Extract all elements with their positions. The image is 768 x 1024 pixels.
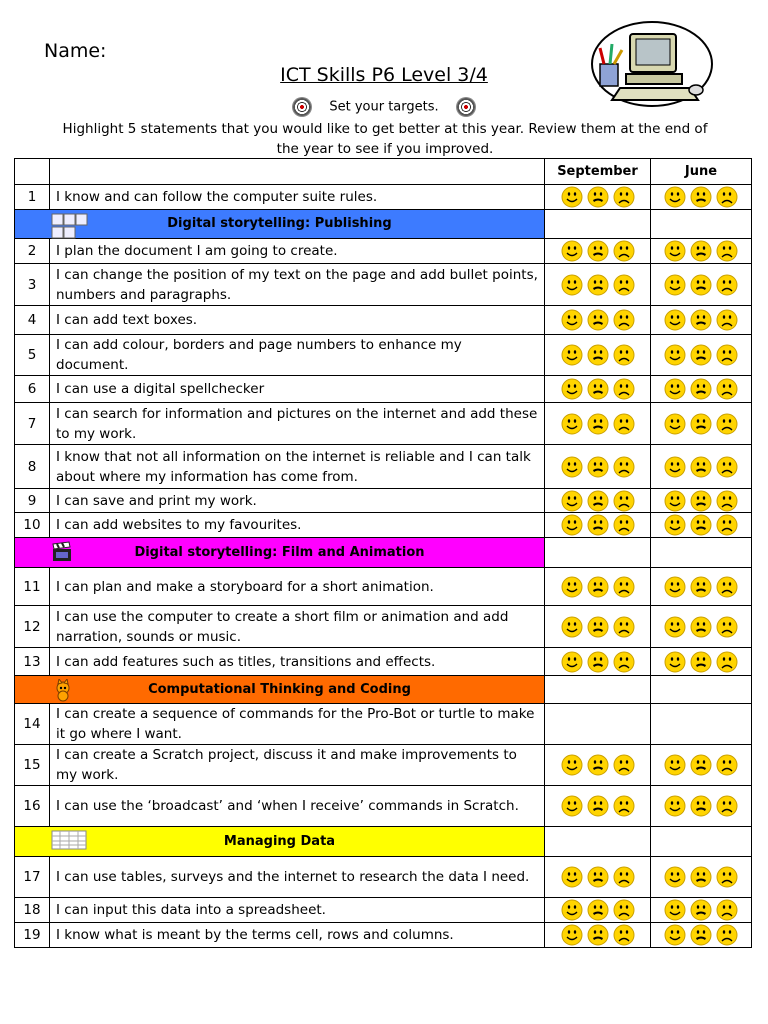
- sad-face-icon: [716, 616, 738, 638]
- june-rating[interactable]: [651, 568, 752, 606]
- september-rating[interactable]: [545, 445, 651, 489]
- september-rating[interactable]: [545, 898, 651, 923]
- row-number: 8: [15, 445, 50, 489]
- neutral-face-icon: [587, 754, 609, 776]
- sad-face-icon: [716, 795, 738, 817]
- happy-face-icon: [664, 795, 686, 817]
- happy-face-icon: [561, 186, 583, 208]
- happy-face-icon: [561, 378, 583, 400]
- happy-face-icon: [561, 616, 583, 638]
- june-rating[interactable]: [651, 403, 752, 445]
- june-rating[interactable]: [651, 335, 752, 376]
- num-header-cell: [15, 159, 50, 185]
- happy-face-icon: [561, 576, 583, 598]
- sad-face-icon: [613, 514, 635, 536]
- row-number: 5: [15, 335, 50, 376]
- section-title-cell: [15, 676, 545, 704]
- september-rating[interactable]: [545, 376, 651, 403]
- section-june-cell: [651, 538, 752, 568]
- happy-face-icon: [664, 651, 686, 673]
- neutral-face-icon: [587, 576, 609, 598]
- neutral-face-icon: [690, 651, 712, 673]
- september-rating[interactable]: [545, 513, 651, 538]
- page-title: ICT Skills P6 Level 3/4: [280, 64, 488, 86]
- section-title-cell: [15, 538, 545, 568]
- september-rating[interactable]: [545, 704, 651, 745]
- september-rating[interactable]: [545, 403, 651, 445]
- sad-face-icon: [716, 490, 738, 512]
- neutral-face-icon: [690, 795, 712, 817]
- statement-text[interactable]: I can add colour, borders and page numbers to enhance my document.: [50, 335, 545, 376]
- happy-face-icon: [561, 240, 583, 262]
- happy-face-icon: [664, 456, 686, 478]
- happy-face-icon: [664, 274, 686, 296]
- sad-face-icon: [613, 576, 635, 598]
- september-rating[interactable]: [545, 648, 651, 676]
- sad-face-icon: [613, 309, 635, 331]
- statement-row: [15, 606, 752, 648]
- sad-face-icon: [613, 490, 635, 512]
- happy-face-icon: [664, 576, 686, 598]
- sad-face-icon: [716, 866, 738, 888]
- section-september-cell: [545, 538, 651, 568]
- statement-row: [15, 923, 752, 948]
- section-title-cell: [15, 210, 545, 239]
- statement-text[interactable]: I plan the document I am going to create.: [50, 239, 545, 264]
- sad-face-icon: [613, 754, 635, 776]
- happy-face-icon: [664, 754, 686, 776]
- neutral-face-icon: [587, 795, 609, 817]
- sad-face-icon: [613, 616, 635, 638]
- section-june-cell: [651, 827, 752, 857]
- statement-row: [15, 568, 752, 606]
- row-number: 17: [15, 857, 50, 898]
- neutral-face-icon: [587, 924, 609, 946]
- sad-face-icon: [613, 413, 635, 435]
- june-rating[interactable]: [651, 745, 752, 786]
- scratch-cat-icon: [51, 679, 75, 703]
- sad-face-icon: [716, 899, 738, 921]
- section-september-cell: [545, 676, 651, 704]
- happy-face-icon: [561, 924, 583, 946]
- september-rating[interactable]: [545, 786, 651, 827]
- neutral-face-icon: [587, 378, 609, 400]
- statement-text[interactable]: I can use a digital spellchecker: [50, 376, 545, 403]
- statement-row: [15, 745, 752, 786]
- statement-row: [15, 648, 752, 676]
- target-icon: [293, 98, 311, 116]
- targets-text: Set your targets.: [329, 99, 439, 115]
- september-rating[interactable]: [545, 745, 651, 786]
- section-title: Digital storytelling: Publishing: [167, 216, 392, 231]
- sad-face-icon: [613, 651, 635, 673]
- statement-text[interactable]: I can create a Scratch project, discuss it and make improvements to my work.: [50, 745, 545, 786]
- june-rating[interactable]: [651, 185, 752, 210]
- statement-text[interactable]: I know what is meant by the terms cell, rows and columns.: [50, 923, 545, 948]
- june-rating[interactable]: [651, 648, 752, 676]
- neutral-face-icon: [587, 899, 609, 921]
- sad-face-icon: [716, 514, 738, 536]
- neutral-face-icon: [690, 456, 712, 478]
- sad-face-icon: [716, 186, 738, 208]
- june-rating[interactable]: [651, 489, 752, 513]
- header-row: [15, 159, 752, 185]
- row-number: 6: [15, 376, 50, 403]
- sad-face-icon: [716, 344, 738, 366]
- happy-face-icon: [664, 186, 686, 208]
- sad-face-icon: [716, 309, 738, 331]
- happy-face-icon: [664, 413, 686, 435]
- section-row: [15, 538, 752, 568]
- section-row: [15, 827, 752, 857]
- section-june-cell: [651, 210, 752, 239]
- happy-face-icon: [664, 866, 686, 888]
- neutral-face-icon: [587, 413, 609, 435]
- row-number: 18: [15, 898, 50, 923]
- happy-face-icon: [664, 309, 686, 331]
- statement-row: [15, 264, 752, 306]
- happy-face-icon: [664, 378, 686, 400]
- section-title: Digital storytelling: Film and Animation: [134, 544, 425, 560]
- row-number: 4: [15, 306, 50, 335]
- happy-face-icon: [561, 754, 583, 776]
- happy-face-icon: [664, 899, 686, 921]
- neutral-face-icon: [690, 514, 712, 536]
- september-rating[interactable]: [545, 568, 651, 606]
- june-rating[interactable]: [651, 606, 752, 648]
- neutral-face-icon: [690, 924, 712, 946]
- neutral-face-icon: [690, 309, 712, 331]
- row-number: 13: [15, 648, 50, 676]
- publishing-icon: [51, 213, 89, 241]
- june-rating[interactable]: [651, 513, 752, 538]
- neutral-face-icon: [690, 616, 712, 638]
- statement-row: [15, 898, 752, 923]
- happy-face-icon: [664, 924, 686, 946]
- neutral-face-icon: [587, 651, 609, 673]
- september-header: September: [545, 159, 651, 185]
- clapperboard-icon: [51, 541, 73, 563]
- statement-text[interactable]: I can change the position of my text on the page and add bullet points, numbers and paragraphs.: [50, 264, 545, 306]
- neutral-face-icon: [690, 576, 712, 598]
- row-number: 9: [15, 489, 50, 513]
- instructions-text: Highlight 5 statements that you would like to get better at this year. Review them at the end of the year to see if you improved.: [62, 121, 708, 157]
- statement-text[interactable]: I know and can follow the computer suite rules.: [50, 185, 545, 210]
- september-rating[interactable]: [545, 857, 651, 898]
- september-rating[interactable]: [545, 923, 651, 948]
- row-number: 2: [15, 239, 50, 264]
- sad-face-icon: [613, 344, 635, 366]
- happy-face-icon: [664, 344, 686, 366]
- sad-face-icon: [716, 924, 738, 946]
- happy-face-icon: [561, 866, 583, 888]
- statement-text[interactable]: I can use the computer to create a short film or animation and add narration, sounds or music.: [50, 606, 545, 648]
- sad-face-icon: [613, 924, 635, 946]
- neutral-face-icon: [587, 240, 609, 262]
- june-rating[interactable]: [651, 857, 752, 898]
- happy-face-icon: [561, 490, 583, 512]
- june-header: June: [651, 159, 752, 185]
- sad-face-icon: [613, 240, 635, 262]
- happy-face-icon: [664, 490, 686, 512]
- june-rating[interactable]: [651, 923, 752, 948]
- section-row: [15, 676, 752, 704]
- section-row: [15, 210, 752, 239]
- spreadsheet-icon: [51, 830, 87, 850]
- sad-face-icon: [613, 866, 635, 888]
- statement-row: [15, 786, 752, 827]
- statement-row: [15, 403, 752, 445]
- section-title-cell: [15, 827, 545, 857]
- happy-face-icon: [561, 651, 583, 673]
- row-number: 14: [15, 704, 50, 745]
- skills-table: [14, 158, 752, 948]
- happy-face-icon: [561, 795, 583, 817]
- statement-row: [15, 185, 752, 210]
- row-number: 7: [15, 403, 50, 445]
- row-number: 19: [15, 923, 50, 948]
- june-rating[interactable]: [651, 898, 752, 923]
- neutral-face-icon: [690, 240, 712, 262]
- june-rating[interactable]: [651, 704, 752, 745]
- section-title: Computational Thinking and Coding: [148, 681, 411, 697]
- statement-text[interactable]: I can use the ‘broadcast’ and ‘when I receive’ commands in Scratch.: [50, 786, 545, 827]
- happy-face-icon: [561, 274, 583, 296]
- sad-face-icon: [613, 456, 635, 478]
- row-number: 15: [15, 745, 50, 786]
- september-rating[interactable]: [545, 335, 651, 376]
- sad-face-icon: [716, 413, 738, 435]
- happy-face-icon: [664, 240, 686, 262]
- row-number: 3: [15, 264, 50, 306]
- sad-face-icon: [613, 899, 635, 921]
- statement-text[interactable]: I can add features such as titles, transitions and effects.: [50, 648, 545, 676]
- target-icon: [457, 98, 475, 116]
- happy-face-icon: [561, 309, 583, 331]
- sad-face-icon: [716, 754, 738, 776]
- section-title: Managing Data: [223, 833, 336, 849]
- happy-face-icon: [664, 514, 686, 536]
- sad-face-icon: [613, 378, 635, 400]
- statement-row: [15, 306, 752, 335]
- neutral-face-icon: [690, 186, 712, 208]
- sad-face-icon: [613, 274, 635, 296]
- neutral-face-icon: [587, 456, 609, 478]
- june-rating[interactable]: [651, 445, 752, 489]
- september-rating[interactable]: [545, 239, 651, 264]
- statement-text[interactable]: I can save and print my work.: [50, 489, 545, 513]
- statement-text[interactable]: I can use tables, surveys and the internet to research the data I need.: [50, 857, 545, 898]
- neutral-face-icon: [690, 274, 712, 296]
- statement-text[interactable]: I can create a sequence of commands for the Pro-Bot or turtle to make it go where I want.: [50, 704, 545, 745]
- september-rating[interactable]: [545, 606, 651, 648]
- happy-face-icon: [561, 456, 583, 478]
- happy-face-icon: [561, 514, 583, 536]
- june-rating[interactable]: [651, 264, 752, 306]
- section-september-cell: [545, 210, 651, 239]
- neutral-face-icon: [587, 490, 609, 512]
- row-number: 1: [15, 185, 50, 210]
- neutral-face-icon: [690, 413, 712, 435]
- neutral-face-icon: [587, 309, 609, 331]
- statement-row: [15, 239, 752, 264]
- happy-face-icon: [561, 413, 583, 435]
- row-number: 12: [15, 606, 50, 648]
- statement-row: [15, 335, 752, 376]
- statement-row: [15, 445, 752, 489]
- sad-face-icon: [613, 795, 635, 817]
- neutral-face-icon: [690, 866, 712, 888]
- happy-face-icon: [561, 344, 583, 366]
- statement-header-cell: [50, 159, 545, 185]
- neutral-face-icon: [690, 344, 712, 366]
- statement-row: [15, 513, 752, 538]
- sad-face-icon: [716, 378, 738, 400]
- september-rating[interactable]: [545, 489, 651, 513]
- september-rating[interactable]: [545, 264, 651, 306]
- june-rating[interactable]: [651, 239, 752, 264]
- neutral-face-icon: [690, 754, 712, 776]
- row-number: 16: [15, 786, 50, 827]
- computer-clipart-icon: [586, 20, 714, 112]
- statement-text[interactable]: I can plan and make a storyboard for a short animation.: [50, 568, 545, 606]
- neutral-face-icon: [690, 899, 712, 921]
- neutral-face-icon: [587, 514, 609, 536]
- september-rating[interactable]: [545, 185, 651, 210]
- statement-text[interactable]: I know that not all information on the internet is reliable and I can talk about where my information has come from.: [50, 445, 545, 489]
- sad-face-icon: [613, 186, 635, 208]
- neutral-face-icon: [690, 490, 712, 512]
- statement-row: [15, 489, 752, 513]
- september-rating[interactable]: [545, 306, 651, 335]
- neutral-face-icon: [587, 866, 609, 888]
- row-number: 11: [15, 568, 50, 606]
- name-label: Name:: [44, 40, 107, 62]
- happy-face-icon: [561, 899, 583, 921]
- row-number: 10: [15, 513, 50, 538]
- section-september-cell: [545, 827, 651, 857]
- neutral-face-icon: [587, 186, 609, 208]
- neutral-face-icon: [690, 378, 712, 400]
- sad-face-icon: [716, 274, 738, 296]
- statement-text[interactable]: I can search for information and pictures on the internet and add these to my work.: [50, 403, 545, 445]
- statement-row: [15, 704, 752, 745]
- sad-face-icon: [716, 456, 738, 478]
- sad-face-icon: [716, 240, 738, 262]
- statement-row: [15, 857, 752, 898]
- statement-text[interactable]: I can input this data into a spreadsheet.: [50, 898, 545, 923]
- happy-face-icon: [664, 616, 686, 638]
- neutral-face-icon: [587, 616, 609, 638]
- statement-text[interactable]: I can add websites to my favourites.: [50, 513, 545, 538]
- june-rating[interactable]: [651, 306, 752, 335]
- june-rating[interactable]: [651, 786, 752, 827]
- sad-face-icon: [716, 651, 738, 673]
- statement-text[interactable]: I can add text boxes.: [50, 306, 545, 335]
- section-june-cell: [651, 676, 752, 704]
- neutral-face-icon: [587, 274, 609, 296]
- statement-row: [15, 376, 752, 403]
- sad-face-icon: [716, 576, 738, 598]
- june-rating[interactable]: [651, 376, 752, 403]
- neutral-face-icon: [587, 344, 609, 366]
